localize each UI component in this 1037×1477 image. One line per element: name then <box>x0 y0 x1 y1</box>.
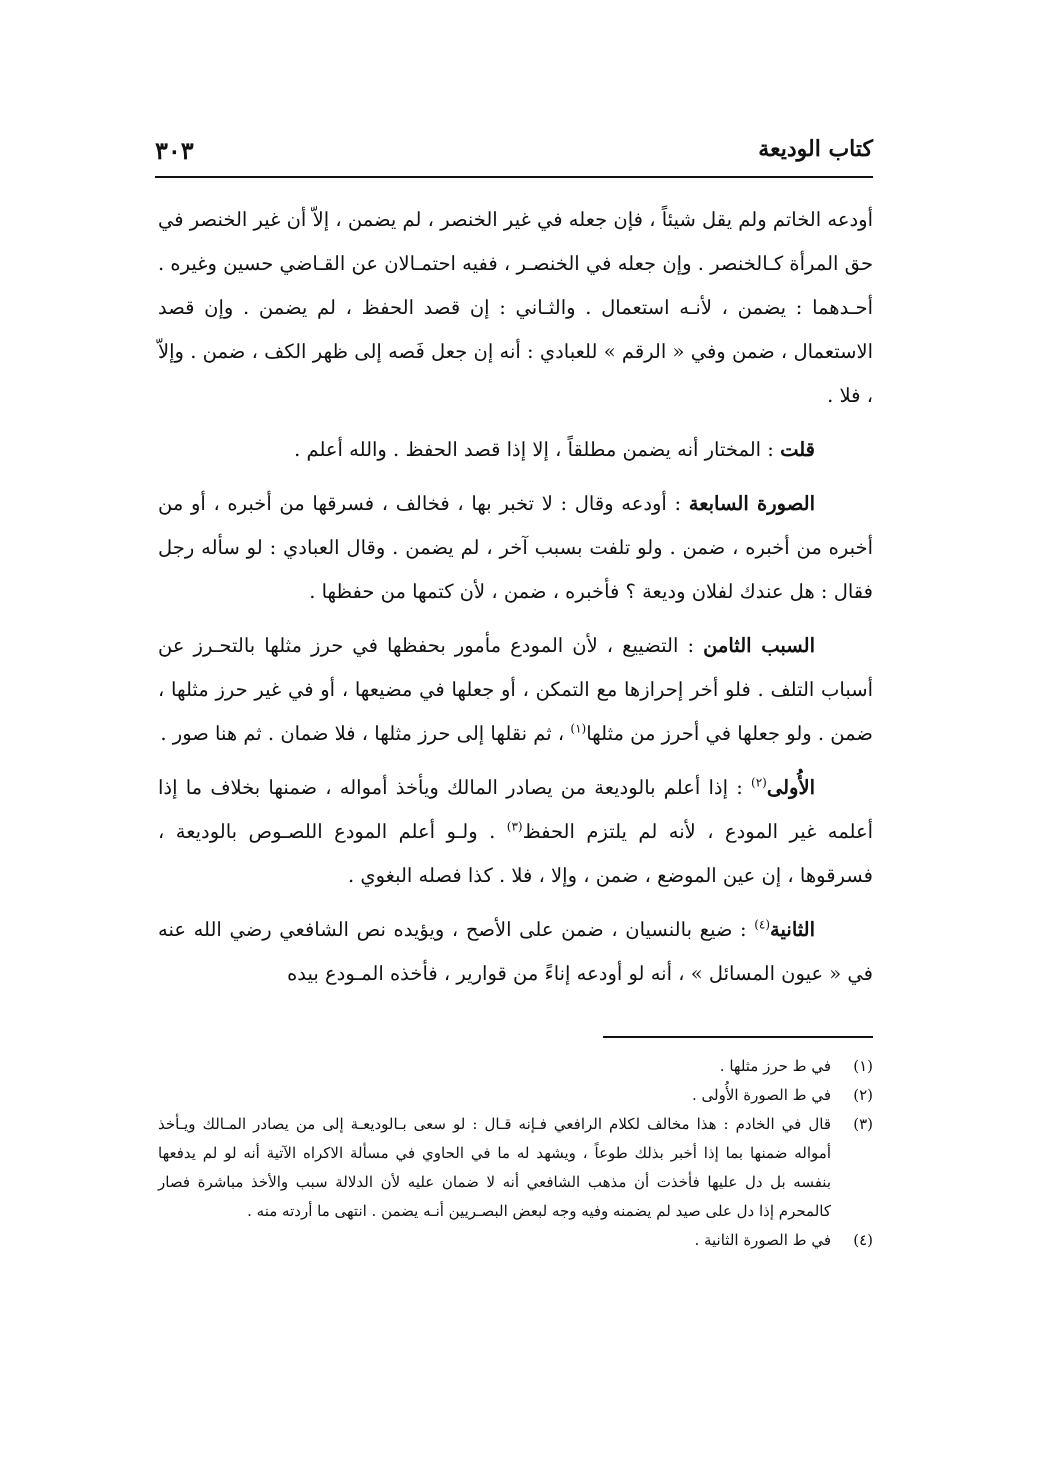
page-number: ٣٠٣ <box>155 136 194 165</box>
paragraph-5-text-a: : إذا أعلم بالوديعة من يصادر المالك ويأخذ أمواله ، ضمنها بخلاف ما إذا أعلمه غير المودع ، لأنه لم يلتزم الحفظ <box>158 776 873 843</box>
footnote-ref-4: (٤) <box>754 917 771 932</box>
footnote-number: (٤) <box>853 1231 873 1249</box>
paragraph-5-text-b: . ولـو أعلم المودع اللصـوص بالوديعة ، فسرقوها ، إن عين الموضع ، ضمن ، وإلا ، فلا . كذا فصله البغوي . <box>158 820 873 887</box>
paragraph-3-lead: الصورة السابعة <box>688 492 815 515</box>
paragraph-4 <box>158 624 873 756</box>
paragraph-5 <box>158 766 873 898</box>
footnote-number: (١) <box>853 1057 873 1075</box>
footnotes <box>158 1052 873 1255</box>
paragraph-4-text-a: : التضييع ، لأن المودع مأمور بحفظها في حرز مثلها بالتحـرز عن أسباب التلف . فلو أخر إحرازها مع التمكن ، أو جعلها في مضيعها ، أو في غير حرز مثلها ، ضمن . ولو جعلها في أحرز من مثلها <box>158 634 873 745</box>
paragraph-2 <box>158 428 873 472</box>
paragraph-5-lead: الأُولى <box>766 776 815 799</box>
running-title: كتاب الوديعة <box>758 136 873 162</box>
paragraph-6-lead: الثانية <box>770 918 815 941</box>
footnote-ref-3: (٣) <box>506 819 523 834</box>
paragraph-4-text-b: ، ثم نقلها إلى حرز مثلها ، فلا ضمان . ثم هنا صور . <box>160 722 571 745</box>
footnote-number: (٢) <box>853 1086 873 1104</box>
footnote-text: في ط حرز مثلها . <box>719 1057 831 1075</box>
footnote-text: قال في الخادم : هذا مخالف لكلام الرافعي فـإنه قـال : لو سعى بـالوديعـة إلى من يصادر المـالك ويـأخذ أمواله ضمنها بما إذا أخبر بذلك طوعاً ، ويشهد له ما في الحاوي في مسألة الاكراه الآتية أنه لو لم يدفعها بنفسه بل دل عليها فأخذت أن مذهب الشافعي أنه لا ضمان عليه لأن الدلالة سبب والأخذ مباشرة فصار كالمحرم إذا دل على صيد لم يضمنه وفيه وجه لبعض البصـريين أنـه يضمن . انتهى ما أردته منه . <box>158 1115 831 1220</box>
page-header <box>155 120 873 180</box>
paragraph-2-lead: قلت <box>780 438 815 461</box>
paragraph-1: أودعه الخاتم ولم يقل شيئاً ، فإن جعله في غير الخنصر ، لم يضمن ، إلاّ أن غير الخنصر في حق المرأة كـالخنصر . وإن جعله في الخنصـر ، ففيه احتمـالان عن القـاضي حسين وغيره . أحـدهما : يضمن ، لأنـه استعمال . والثـاني : إن قصد الحفظ ، لم يضمن . وإن قصد الاستعمال ، ضمن وفي « الرقم » للعبادي : أنه إن جعل فَصه إلى ظهر الكف ، ضمن . وإلاّ ، فلا . <box>158 208 873 407</box>
footnote <box>158 1081 873 1110</box>
main-text <box>158 198 873 1006</box>
footnote-text: في ط الصورة الأُولى . <box>691 1086 831 1104</box>
paragraph-6 <box>158 908 873 996</box>
paragraph-3-text: : أودعه وقال : لا تخبر بها ، فخالف ، فسرقها من أخبره ، أو من أخبره من أخبره ، ضمن . ولو تلفت بسبب آخر ، لم يضمن . وقال العبادي : لو سأله رجل فقال : هل عندك لفلان وديعة ؟ فأخبره ، ضمن ، لأن كتمها من حفظها . <box>158 492 873 603</box>
paragraph-4-lead: السبب الثامن <box>703 634 815 657</box>
footnote-ref-1: (١) <box>570 721 587 736</box>
footnote-divider <box>603 1036 873 1038</box>
paragraph-3 <box>158 482 873 614</box>
header-divider <box>155 176 873 178</box>
footnote-number: (٣) <box>853 1115 873 1133</box>
footnote <box>158 1110 873 1226</box>
footnote-text: في ط الصورة الثانية . <box>694 1231 831 1249</box>
footnote-ref-2: (٢) <box>751 775 767 790</box>
footnote <box>158 1052 873 1081</box>
paragraph-2-text: : المختار أنه يضمن مطلقاً ، إلا إذا قصد الحفظ . والله أعلم . <box>294 438 781 461</box>
footnote <box>158 1226 873 1255</box>
paragraph-6-text: : ضيع بالنسيان ، ضمن على الأصح ، ويؤيده نص الشافعي رضي الله عنه في « عيون المسائل » ، أنه لو أودعه إناءً من قوارير ، فأخذه المـودع بيده <box>158 918 873 985</box>
